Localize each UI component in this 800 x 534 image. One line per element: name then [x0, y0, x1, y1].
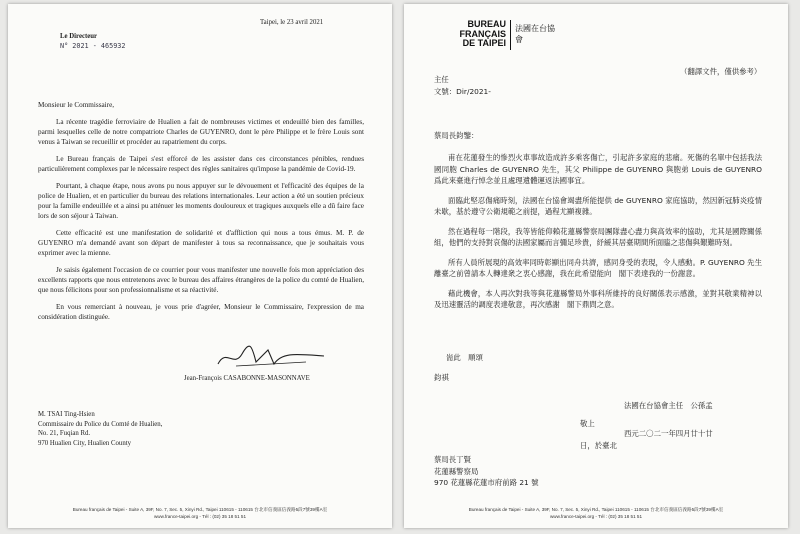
recipient-address	[434, 454, 538, 489]
recipient-line: Commissaire du Police du Comté de Hualien,	[38, 420, 163, 428]
page-footer	[414, 506, 778, 520]
sender-title: Le Directeur	[60, 33, 98, 40]
paragraph: Cette efficacité est une manifestation de solidarité et d'affliction qui nous a tous émus. M. P. de GUYENRO m'a demandé avant son départ de manifester à tous sa reconnaissance, que je souhaitais vous exprimer avec la mienne.	[38, 229, 364, 257]
chinese-letter-page	[404, 4, 788, 528]
salutation: 蔡局長鈞鑒：	[434, 131, 479, 140]
letter-place: 日，於臺北	[580, 441, 617, 450]
logo-divider	[510, 20, 511, 50]
paragraph: 面臨此堅忍傷痛時刻，法國在台協會竭盡所能提供 de GUYENRO 家庭協助，然因新冠肺炎疫情未歇，基於遵守公衛規範之前提，過程尤顯複雜。	[434, 195, 762, 216]
letter-body	[434, 152, 762, 319]
letter-date: Taipei, le 23 avril 2021	[260, 19, 324, 26]
logo-text: DE TAIPEI	[462, 38, 506, 48]
paragraph: Je saisis également l'occasion de ce courrier pour vous manifester une nouvelle fois mon appréciation des excellents rapports que nous entretenons avec le bureau des affaires étrangères de la police du comté de Hualien, que nous félicitons pour son professionnalisme et sa réactivité.	[38, 266, 364, 294]
page-footer	[18, 506, 382, 520]
recipient-line: No. 21, Fuqian Rd.	[38, 430, 91, 437]
bureau-logo	[434, 20, 564, 60]
recipient-line: 花蓮縣警察局	[434, 466, 479, 476]
logo-text: BUREAU	[467, 19, 506, 29]
paragraph: Pourtant, à chaque étape, nous avons pu nous appuyer sur le dévouement et l'efficacité des équipes de la police de Hualien, et en particulier du bureau des relations internationales. Leur action a été un soutien précieux pour la famille endeuillée et a ainsi pu atténuer les moments douloureux et tragiques auxquels elle a dû faire face lors de son séjour à Taiwan.	[38, 182, 364, 220]
recipient-line: M. TSAI Ting-Hsien	[38, 411, 95, 418]
paragraph: En vous remerciant à nouveau, je vous prie d'agréer, Monsieur le Commissaire, l'expression de ma considération distinguée.	[38, 303, 364, 321]
closing-greeting: 鈞祺	[434, 373, 449, 382]
reference-number: N° 2021 - 465932	[60, 42, 126, 50]
paragraph: 所有人員所展現的高效率同時彰顯出同舟共濟，感同身受的表現，令人感動。P. GUYENRO 先生離臺之前曾請本人轉達衆之衷心感謝，我在此希望能向 閣下表達我的一份謝意。	[434, 257, 762, 278]
footer-address: Bureau français de Taipei - Suite A, 39F, No. 7, Sec. 5, Xinyi Rd., Taipei 110615 - 110615 台北市信義區信義路5段7號39樓A室	[72, 507, 328, 512]
paragraph: 藉此機會，本人再次對我等與花蓮縣警局外事科所維持的良好關係表示感激，並對其敬業精神以及迅速靈活的調度表達敬意，再次感謝 閣下鼎問之意。	[434, 288, 762, 309]
reference-number: 文號：Dir/2021-	[434, 87, 491, 96]
logo-text: FRANÇAIS	[459, 28, 506, 39]
signature-title: 法國在台協會主任 公孫孟	[624, 401, 713, 410]
logo-chinese-text: 法國在台協會	[515, 24, 555, 44]
respect-closing: 敬上	[580, 419, 595, 428]
french-letter-page	[8, 4, 392, 528]
sender-title: 主任	[434, 75, 449, 84]
paragraph: 甫在花蓮發生的慘烈火車事故造成許多乘客傷亡，引起許多家庭的悲痛。死傷的名單中包括我法國同胞 Charles de GUYENRO 先生，其父 Philippe de GUYENRO 與胞弟 Louis de GUYENRO 爲此來臺進行悼念並且處理遺體運返法國事宜。	[434, 153, 762, 185]
paragraph: 然在過程每一階段，我等皆能仰賴花蓮縣警察局團隊盡心盡力與高效率的協助，尤其是國際關係組，他們的支持對哀傷的法國家屬而言彌足珍貴，紓緩其居臺期間所面臨之悲傷與艱難時刻。	[434, 226, 762, 247]
recipient-line: 970 Hualien City, Hualien County	[38, 439, 132, 447]
signatory-name: Jean-François CASABONNE-MASONNAVE	[184, 375, 310, 382]
closing-phrase: 耑此 順頌	[446, 353, 483, 362]
translation-note: （翻譯文件，僅供參考）	[680, 67, 762, 76]
recipient-line: 970 花蓮縣花蓮市府前路 21 號	[434, 478, 539, 487]
salutation: Monsieur le Commissaire,	[38, 101, 115, 109]
paragraph: Le Bureau français de Taipei s'est efforcé de les assister dans ces circonstances pénibles, rendues particulièrement complexes par le nécessaire respect des règles sanitaires qu'impose la pandémie de Covid-19.	[38, 155, 364, 173]
footer-contact: www.france-taipei.org - Tél : (02) 35 18 51 51	[549, 514, 643, 519]
footer-address: Bureau français de Taipei - Suite A, 39F, No. 7, Sec. 5, Xinyi Rd., Taipei 110615 - 110615 台北市信義區信義路5段7號39樓A室	[468, 507, 724, 512]
signature-scribble	[216, 344, 326, 370]
letter-body	[38, 117, 364, 329]
letter-date: 西元二〇二一年四月廿十廿	[624, 429, 713, 438]
footer-contact: www.france-taipei.org - Tél : (02) 35 18 51 51	[153, 514, 247, 519]
paragraph: La récente tragédie ferroviaire de Hualien a fait de nombreuses victimes et endeuillé bien des familles, parmi lesquelles celle de notre compatriote Charles de GUYENRO, dont le père Philippe et le frère Louis sont venus à Taiwan se recueillir et procéder au rapatriement du corps.	[38, 118, 364, 146]
recipient-address	[38, 410, 162, 448]
recipient-line: 蔡局長丁賢	[434, 455, 471, 464]
